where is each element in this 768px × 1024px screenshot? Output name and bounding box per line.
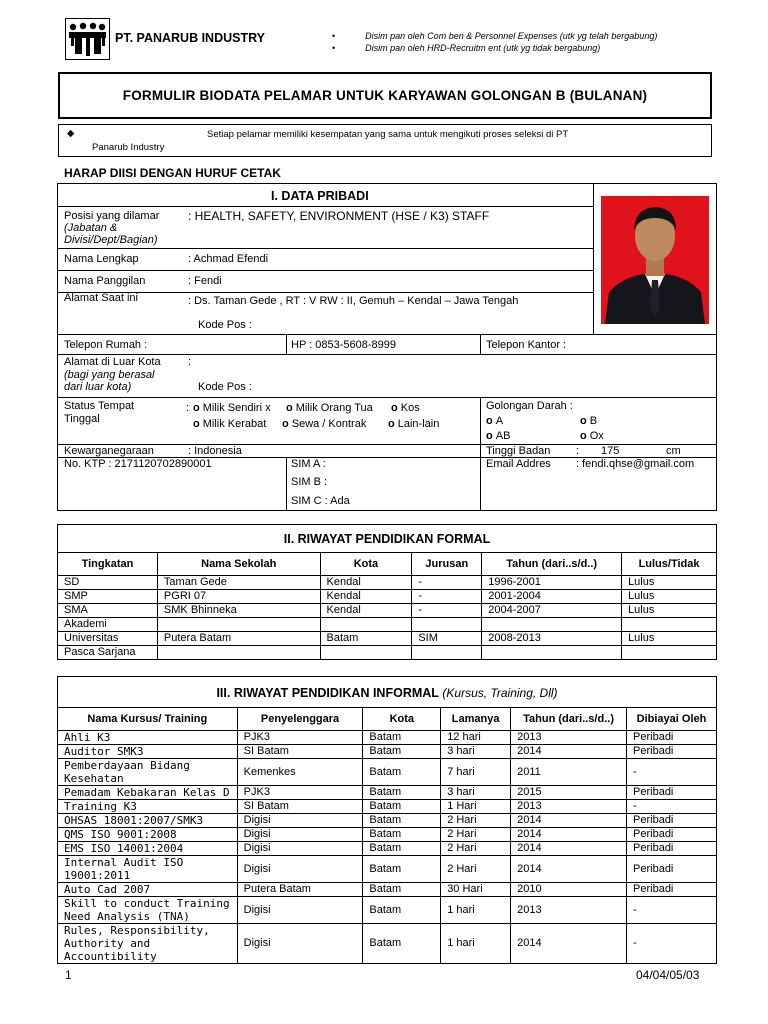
email-value: : fendi.qhse@gmail.com bbox=[576, 458, 695, 470]
position-sublabel-1: (Jabatan & bbox=[64, 222, 118, 234]
table-cell: Peribadi bbox=[627, 842, 717, 856]
residence-status-colon: : bbox=[186, 402, 190, 414]
table-cell: Pasca Sarjana bbox=[58, 646, 158, 660]
table-cell: 30 Hari bbox=[441, 883, 511, 897]
table-cell bbox=[482, 646, 622, 660]
table-header-row bbox=[58, 708, 717, 731]
sim-c: SIM C : Ada bbox=[291, 495, 350, 507]
col-header: Nama Sekolah bbox=[157, 553, 320, 576]
full-name-value: : Achmad Efendi bbox=[188, 253, 269, 265]
table-cell: Batam bbox=[363, 828, 441, 842]
table-cell: Digisi bbox=[237, 897, 363, 924]
outcity-sublabel-2: dari luar kota) bbox=[64, 381, 132, 393]
table-cell: 2015 bbox=[511, 786, 627, 800]
table-cell: Training K3 bbox=[58, 800, 238, 814]
table-cell: 2 Hari bbox=[441, 814, 511, 828]
col-header: Kota bbox=[320, 553, 412, 576]
table-cell: 2014 bbox=[511, 828, 627, 842]
full-name-label: Nama Lengkap bbox=[64, 253, 139, 265]
table-cell: Digisi bbox=[237, 924, 363, 964]
table-cell: Pemadam Kebakaran Kelas D bbox=[58, 786, 238, 800]
table-row bbox=[58, 786, 717, 800]
table-cell: Kendal bbox=[320, 604, 412, 618]
col-header: Lulus/Tidak bbox=[622, 553, 717, 576]
table-cell bbox=[482, 618, 622, 632]
table-cell: Lulus bbox=[622, 576, 717, 590]
table-cell: Akademi bbox=[58, 618, 158, 632]
company-name: PT. PANARUB INDUSTRY bbox=[115, 31, 266, 45]
table-cell: Peribadi bbox=[627, 828, 717, 842]
outcity-address-colon: : bbox=[188, 356, 192, 368]
diamond-bullet-icon: ◆ bbox=[67, 128, 75, 139]
table-cell: 2 Hari bbox=[441, 828, 511, 842]
table-cell: 1 Hari bbox=[441, 800, 511, 814]
table-cell: Batam bbox=[363, 883, 441, 897]
status-option-parents[interactable]: o Milik Orang Tua bbox=[286, 402, 373, 414]
table-header-row bbox=[58, 553, 717, 576]
table-cell: 2014 bbox=[511, 814, 627, 828]
blood-type-b[interactable]: o B bbox=[580, 415, 598, 427]
table-row bbox=[58, 828, 717, 842]
position-label: Posisi yang dilamar bbox=[64, 210, 160, 222]
table-cell: 2014 bbox=[511, 842, 627, 856]
section-3-title-text: III. RIWAYAT PENDIDIKAN INFORMAL bbox=[216, 685, 439, 700]
formal-education-table bbox=[57, 552, 717, 660]
table-cell: - bbox=[412, 604, 482, 618]
table-cell: Peribadi bbox=[627, 814, 717, 828]
position-value: : HEALTH, SAFETY, ENVIRONMENT (HSE / K3) STAFF bbox=[188, 209, 490, 223]
storage-note-1: • Disim pan oleh Com ben & Personnel Expenses (utk yg telah bergabung) bbox=[332, 31, 658, 41]
sim-b: SIM B : bbox=[291, 476, 328, 488]
col-header: Penyelenggara bbox=[237, 708, 363, 731]
table-row bbox=[58, 576, 717, 590]
table-cell: 2013 bbox=[511, 731, 627, 745]
address-label: Alamat Saat ini bbox=[64, 292, 138, 304]
storage-note-2: • Disim pan oleh HRD-Recruitm ent (utk yg tidak bergabung) bbox=[332, 43, 601, 53]
table-cell: 1 hari bbox=[441, 924, 511, 964]
table-cell: 2014 bbox=[511, 745, 627, 759]
table-cell: 3 hari bbox=[441, 745, 511, 759]
nationality-value: : Indonesia bbox=[188, 445, 242, 457]
table-row bbox=[58, 897, 717, 924]
height-value: 175 bbox=[601, 445, 620, 457]
table-cell bbox=[157, 646, 320, 660]
table-cell: Batam bbox=[363, 814, 441, 828]
table-row bbox=[58, 883, 717, 897]
table-cell: 2001-2004 bbox=[482, 590, 622, 604]
table-cell: 2 Hari bbox=[441, 856, 511, 883]
table-cell: Auto Cad 2007 bbox=[58, 883, 238, 897]
sim-a: SIM A : bbox=[291, 458, 326, 470]
section-3-title bbox=[57, 676, 717, 708]
table-row bbox=[58, 632, 717, 646]
table-cell: 3 hari bbox=[441, 786, 511, 800]
table-cell bbox=[320, 646, 412, 660]
table-cell bbox=[622, 618, 717, 632]
nickname-label: Nama Panggilan bbox=[64, 275, 146, 287]
table-cell: PGRI 07 bbox=[157, 590, 320, 604]
table-row bbox=[58, 759, 717, 786]
table-cell: SMK Bhinneka bbox=[157, 604, 320, 618]
table-cell: Peribadi bbox=[627, 745, 717, 759]
table-cell: SI Batam bbox=[237, 800, 363, 814]
table-cell: Batam bbox=[363, 759, 441, 786]
table-cell: Skill to conduct Training Need Analysis (TNA) bbox=[58, 897, 238, 924]
col-header: Tahun (dari..s/d..) bbox=[482, 553, 622, 576]
table-cell: OHSAS 18001:2007/SMK3 bbox=[58, 814, 238, 828]
table-cell bbox=[412, 646, 482, 660]
table-cell: SD bbox=[58, 576, 158, 590]
table-cell bbox=[622, 646, 717, 660]
table-cell: Batam bbox=[363, 786, 441, 800]
table-cell: 2013 bbox=[511, 800, 627, 814]
panarub-logo-icon bbox=[66, 19, 109, 59]
email-label: Email Addres bbox=[486, 458, 551, 470]
table-row bbox=[58, 800, 717, 814]
table-cell: PJK3 bbox=[237, 786, 363, 800]
table-row bbox=[58, 604, 717, 618]
info-text-line-2: Panarub Industry bbox=[92, 142, 165, 153]
height-unit: cm bbox=[666, 445, 681, 457]
table-cell: SI Batam bbox=[237, 745, 363, 759]
table-cell: Digisi bbox=[237, 828, 363, 842]
status-option-kos[interactable]: o Kos bbox=[391, 402, 420, 414]
table-cell: - bbox=[412, 590, 482, 604]
table-row bbox=[58, 842, 717, 856]
table-cell: Ahli K3 bbox=[58, 731, 238, 745]
table-cell: QMS ISO 9001:2008 bbox=[58, 828, 238, 842]
form-code: 04/04/05/03 bbox=[636, 968, 700, 982]
informal-education-table bbox=[57, 707, 717, 964]
table-row bbox=[58, 924, 717, 964]
blood-type-label: Golongan Darah : bbox=[486, 400, 573, 412]
table-cell: 2011 bbox=[511, 759, 627, 786]
table-row bbox=[58, 745, 717, 759]
residence-status-label-2: Tinggal bbox=[64, 413, 100, 425]
col-header: Tingkatan bbox=[58, 553, 158, 576]
table-cell: 7 hari bbox=[441, 759, 511, 786]
instruction-text: HARAP DIISI DENGAN HURUF CETAK bbox=[64, 166, 281, 180]
table-cell: Putera Batam bbox=[157, 632, 320, 646]
table-cell: - bbox=[627, 924, 717, 964]
table-cell bbox=[412, 618, 482, 632]
table-cell: Batam bbox=[363, 800, 441, 814]
table-cell: 2014 bbox=[511, 856, 627, 883]
table-row bbox=[58, 731, 717, 745]
height-label: Tinggi Badan bbox=[486, 445, 551, 457]
table-cell: Kendal bbox=[320, 590, 412, 604]
table-cell: SMP bbox=[58, 590, 158, 604]
table-cell: - bbox=[627, 800, 717, 814]
status-option-relative[interactable]: o Milik Kerabat bbox=[193, 418, 267, 430]
table-cell: 12 hari bbox=[441, 731, 511, 745]
table-cell: Taman Gede bbox=[157, 576, 320, 590]
table-cell: Batam bbox=[363, 856, 441, 883]
table-cell: Auditor SMK3 bbox=[58, 745, 238, 759]
col-header: Dibiayai Oleh bbox=[627, 708, 717, 731]
table-cell: Lulus bbox=[622, 632, 717, 646]
table-row bbox=[58, 814, 717, 828]
table-cell: - bbox=[627, 897, 717, 924]
blood-type-ox[interactable]: o Ox bbox=[580, 430, 604, 442]
table-cell: Batam bbox=[363, 842, 441, 856]
address-value: : Ds. Taman Gede , RT : V RW : II, Gemuh – Kendal – Jawa Tengah bbox=[188, 295, 519, 307]
table-cell: Peribadi bbox=[627, 786, 717, 800]
table-cell: Kendal bbox=[320, 576, 412, 590]
home-phone-label: Telepon Rumah : bbox=[64, 339, 148, 351]
table-cell: 2004-2007 bbox=[482, 604, 622, 618]
table-row bbox=[58, 618, 717, 632]
col-header: Nama Kursus/ Training bbox=[58, 708, 238, 731]
height-colon: : bbox=[576, 445, 580, 457]
table-cell: Universitas bbox=[58, 632, 158, 646]
table-cell: Rules, Responsibility, Authority and Accountibility bbox=[58, 924, 238, 964]
info-box bbox=[58, 124, 712, 157]
nationality-label: Kewarganegaraan bbox=[64, 445, 154, 457]
company-logo bbox=[65, 18, 110, 60]
table-row bbox=[58, 856, 717, 883]
outcity-postal-label: Kode Pos : bbox=[198, 381, 252, 393]
col-header: Lamanya bbox=[441, 708, 511, 731]
table-cell: Batam bbox=[363, 731, 441, 745]
id-card-number: No. KTP : 2171120702890001 bbox=[64, 458, 212, 470]
table-cell: SIM bbox=[412, 632, 482, 646]
table-cell: 1 hari bbox=[441, 897, 511, 924]
personal-data-section bbox=[57, 183, 717, 511]
status-option-other[interactable]: o Lain-lain bbox=[388, 418, 440, 430]
outcity-sublabel-1: (bagi yang berasal bbox=[64, 369, 155, 381]
postal-code-label: Kode Pos : bbox=[198, 319, 252, 331]
table-cell bbox=[157, 618, 320, 632]
table-cell: - bbox=[412, 576, 482, 590]
table-cell: Batam bbox=[363, 745, 441, 759]
table-cell: Peribadi bbox=[627, 731, 717, 745]
form-title: FORMULIR BIODATA PELAMAR UNTUK KARYAWAN GOLONGAN B (BULANAN) bbox=[58, 72, 712, 119]
status-option-own[interactable]: o Milik Sendiri x bbox=[193, 402, 271, 414]
col-header: Tahun (dari..s/d..) bbox=[511, 708, 627, 731]
table-cell: PJK3 bbox=[237, 731, 363, 745]
outcity-address-label: Alamat di Luar Kota bbox=[64, 356, 161, 368]
table-cell: Kemenkes bbox=[237, 759, 363, 786]
section-3-title-suffix: (Kursus, Training, Dll) bbox=[442, 685, 558, 700]
nickname-value: : Fendi bbox=[188, 275, 222, 287]
col-header: Kota bbox=[363, 708, 441, 731]
table-cell bbox=[320, 618, 412, 632]
table-cell: Digisi bbox=[237, 814, 363, 828]
table-cell: Lulus bbox=[622, 590, 717, 604]
position-sublabel-2: Divisi/Dept/Bagian) bbox=[64, 234, 158, 246]
residence-status-label-1: Status Tempat bbox=[64, 400, 135, 412]
blood-type-a[interactable]: o A bbox=[486, 415, 504, 427]
table-row bbox=[58, 590, 717, 604]
applicant-photo bbox=[601, 196, 709, 324]
status-option-rent[interactable]: o Sewa / Kontrak bbox=[282, 418, 367, 430]
office-phone-label: Telepon Kantor : bbox=[486, 339, 567, 351]
table-cell: Digisi bbox=[237, 842, 363, 856]
table-cell: Batam bbox=[363, 897, 441, 924]
table-cell: 2014 bbox=[511, 924, 627, 964]
table-cell: Batam bbox=[320, 632, 412, 646]
table-cell: SMA bbox=[58, 604, 158, 618]
table-cell: - bbox=[627, 759, 717, 786]
info-text-line-1: Setiap pelamar memiliki kesempatan yang sama untuk mengikuti proses seleksi di PT bbox=[207, 129, 569, 140]
table-cell: Peribadi bbox=[627, 883, 717, 897]
blood-type-ab[interactable]: o AB bbox=[486, 430, 511, 442]
table-cell: Pemberdayaan Bidang Kesehatan bbox=[58, 759, 238, 786]
portrait-icon bbox=[601, 196, 709, 324]
table-cell: Lulus bbox=[622, 604, 717, 618]
table-cell: 2010 bbox=[511, 883, 627, 897]
table-cell: Digisi bbox=[237, 856, 363, 883]
page-number: 1 bbox=[65, 968, 72, 982]
table-cell: Peribadi bbox=[627, 856, 717, 883]
table-cell: 1996-2001 bbox=[482, 576, 622, 590]
section-2-title: II. RIWAYAT PENDIDIKAN FORMAL bbox=[57, 524, 717, 553]
table-cell: EMS ISO 14001:2004 bbox=[58, 842, 238, 856]
table-row bbox=[58, 646, 717, 660]
table-cell: Batam bbox=[363, 924, 441, 964]
table-cell: 2013 bbox=[511, 897, 627, 924]
col-header: Jurusan bbox=[412, 553, 482, 576]
mobile-phone: HP : 0853-5608-8999 bbox=[291, 339, 396, 351]
section-1-title: I. DATA PRIBADI bbox=[271, 189, 369, 203]
table-cell: 2008-2013 bbox=[482, 632, 622, 646]
table-cell: Internal Audit ISO 19001:2011 bbox=[58, 856, 238, 883]
table-cell: Putera Batam bbox=[237, 883, 363, 897]
table-cell: 2 Hari bbox=[441, 842, 511, 856]
